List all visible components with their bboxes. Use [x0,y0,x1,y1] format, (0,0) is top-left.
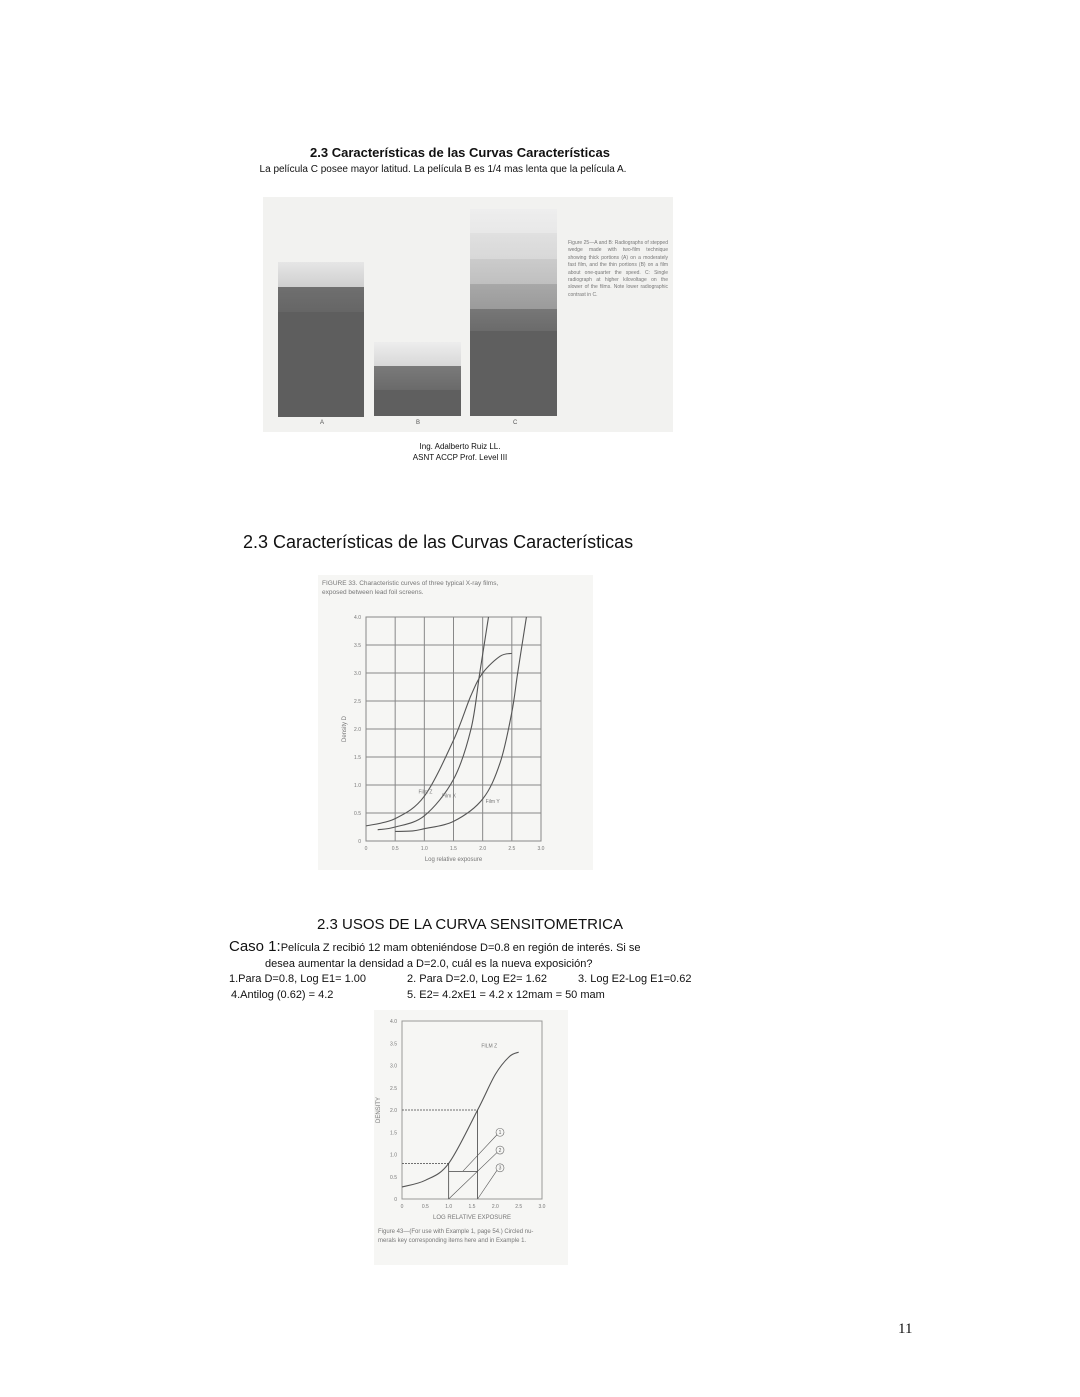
x-tick-label: 0.5 [391,846,399,852]
y-tick-label: 1.0 [354,783,361,789]
x-axis-label: LOG RELATIVE EXPOSURE [433,1215,511,1221]
caso-text: Película Z recibió 12 mam obteniéndose D=0.8 en región de interés. Si se [280,942,641,954]
step-5: 5. E2= 4.2xE1 = 4.2 x 12mam = 50 mam [407,989,605,1001]
callout-number: 2 [498,1147,502,1154]
x-tick-label: 2.5 [515,1204,523,1210]
step-3: 3. Log E2-Log E1=0.62 [578,973,692,985]
y-tick-label: 2.5 [354,699,361,705]
x-tick-label: 1.5 [450,846,457,852]
x-tick-label: 3.0 [538,1204,546,1210]
callout-leader [449,1153,497,1199]
radiograph-photo [263,197,673,432]
film-c-strip [470,209,557,416]
caso1-block [229,938,692,1004]
x-tick-label: 2.0 [491,1204,499,1210]
section1-title: 2.3 Características de las Curvas Características [310,145,610,160]
y-tick-label: 3.5 [390,1041,397,1048]
series-label: FILM Z [481,1043,498,1050]
film-a-strip [278,262,364,417]
step-4: 4.Antilog (0.62) = 4.2 [231,989,334,1001]
x-tick-label: 2.5 [508,846,516,852]
y-tick-label: 0.5 [390,1174,397,1181]
y-tick-label: 3.5 [354,643,361,649]
curve-film-y [395,617,526,831]
figure25-caption: Figure 25—A and B: Radiographs of stepped wedge made with two-film technique showing thick portions (A) on a moderately fast film, and the thin portions (B) on a film about one-quarter the speed. C: Single radiograph at higher kilovoltage on the slower of the films. Note lower radiographic contrast in C. [568,240,668,298]
step-2: 2. Para D=2.0, Log E2= 1.62 [407,973,548,985]
y-tick-label: 0.5 [354,811,361,817]
series-label: Film Y [485,798,500,805]
y-tick-label: 0 [394,1197,397,1203]
caption-line: exposed between lead foil screens. [322,589,424,596]
x-tick-label: 1.0 [445,1204,453,1210]
film-z-example-chart [374,1010,568,1224]
author-block [0,441,920,463]
film-b-strip [374,342,461,416]
callout-number: 3 [498,1165,502,1172]
x-tick-label: 2.0 [479,846,487,852]
callout-leader [478,1170,497,1199]
y-tick-label: 4.0 [390,1019,397,1025]
y-tick-label: 3.0 [354,671,361,677]
y-tick-label: 1.0 [390,1152,397,1159]
film-a-label: A [320,420,325,426]
series-label: Film Z [418,789,433,796]
caption-line: merals key corresponding items here and in Example 1. [378,1238,527,1244]
y-tick-label: 2.5 [390,1085,397,1092]
y-tick-label: 2.0 [390,1108,397,1114]
x-tick-label: 0.5 [421,1204,429,1210]
caption-line: Figure 43—(For use with Example 1, page 54.) Circled nu- [378,1229,534,1235]
x-tick-label: 3.0 [537,846,545,852]
y-axis-label: DENSITY [376,1096,382,1124]
x-axis-label: Log relative exposure [424,857,483,863]
figure43-caption [378,1228,533,1246]
y-tick-label: 1.5 [354,755,361,761]
caso-label: Caso 1: [229,938,281,955]
author-credential: ASNT ACCP Prof. Level III [412,453,508,462]
caption-line: FIGURE 33. Characteristic curves of three typical X-ray films, [322,580,499,587]
y-tick-label: 4.0 [354,615,361,621]
x-tick-label: 1.5 [468,1204,476,1210]
curve-film-x [378,617,489,830]
y-axis-label: Density D [342,715,348,743]
x-tick-label: 0 [400,1204,404,1210]
x-tick-label: 1.0 [420,846,428,852]
y-tick-label: 1.5 [390,1130,397,1137]
step-1: 1.Para D=0.8, Log E1= 1.00 [229,973,366,985]
figure33-caption [322,579,498,597]
film-b-label: B [416,420,421,426]
callout-number: 1 [498,1130,502,1137]
section1-subtitle: La película C posee mayor latitud. La película B es 1/4 mas lenta que la película A. [259,164,627,175]
section3-title: 2.3 USOS DE LA CURVA SENSITOMETRICA [317,916,623,933]
series-label: Film X [441,793,457,800]
film-c-label: C [513,420,518,426]
characteristic-curves-chart [318,600,593,875]
x-tick-label: 0 [364,846,368,852]
section2-title: 2.3 Características de las Curvas Características [243,532,634,552]
caso-text: desea aumentar la densidad a D=2.0, cuál es la nueva exposición? [265,958,593,970]
y-tick-label: 2.0 [354,727,361,733]
callout-leader [463,1135,497,1172]
y-tick-label: 0 [358,839,361,845]
page-number: 11 [898,1321,913,1337]
y-tick-label: 3.0 [390,1063,397,1070]
author-name: Ing. Adalberto Ruiz LL. [419,442,501,451]
